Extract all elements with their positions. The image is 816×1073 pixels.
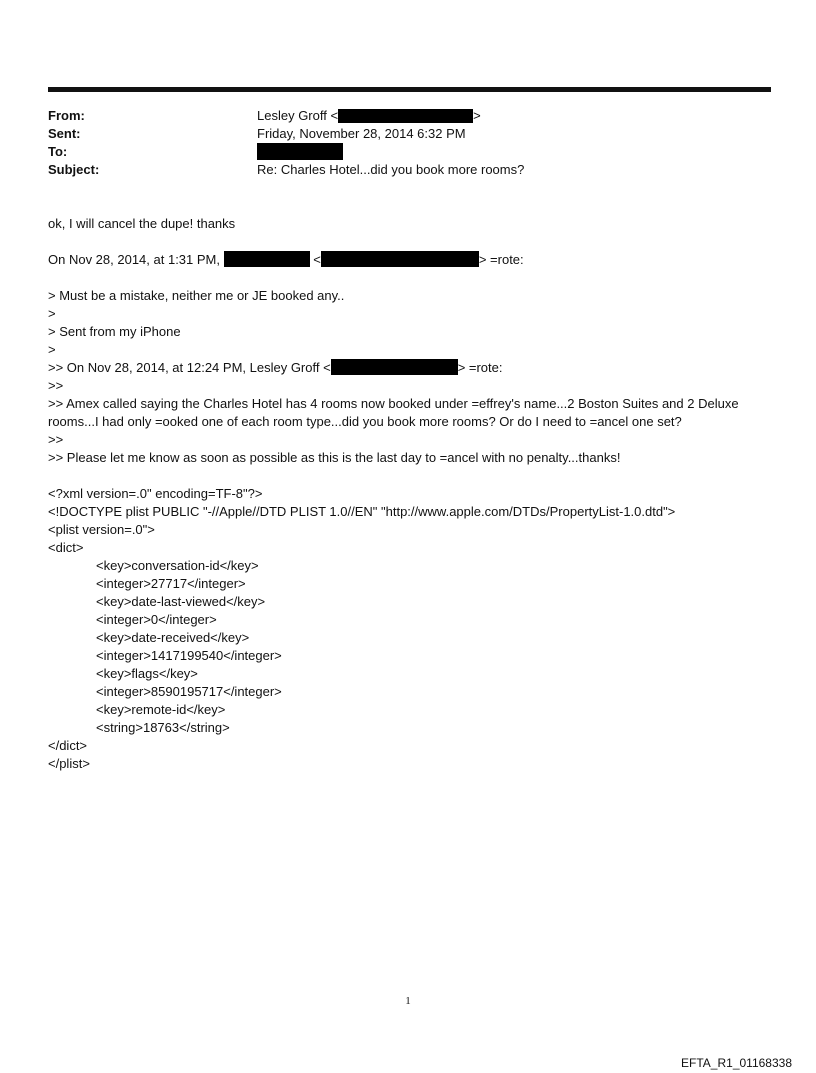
reply-text: ok, I will cancel the dupe! thanks [48, 216, 236, 231]
quote-attribution [48, 251, 524, 269]
redaction-box [331, 359, 458, 375]
xml-declaration: <?xml version=.0" encoding=TF-8"?> [48, 486, 263, 501]
attribution-lt: < [313, 252, 321, 267]
document-id: EFTA_R1_01168338 [681, 1056, 792, 1070]
plist-doctype: <!DOCTYPE plist PUBLIC "-//Apple//DTD PLIST 1.0//EN" "http://www.apple.com/DTDs/PropertyList-1.0.dtd"> [48, 504, 676, 519]
quoted-line: >> Please let me know as soon as possible as this is the last day to =ancel with no penalty...thanks! [48, 450, 621, 465]
plist-entry: <key>flags</key> [96, 666, 198, 681]
header-divider [48, 87, 771, 92]
plist-entry: <integer>0</integer> [96, 612, 217, 627]
plist-close-tag: </plist> [48, 756, 90, 771]
plist-entry: <key>remote-id</key> [96, 702, 226, 717]
subject-label: Subject: [48, 162, 100, 177]
plist-entry: <integer>27717</integer> [96, 576, 246, 591]
from-label: From: [48, 108, 85, 123]
plist-entry: <integer>8590195717</integer> [96, 684, 282, 699]
quoted-line: >> Amex called saying the Charles Hotel has 4 rooms now booked under =effrey's name...2 Boston Suites and 2 Deluxe [48, 396, 739, 411]
sent-label: Sent: [48, 126, 81, 141]
plist-entry: <key>conversation-id</key> [96, 558, 259, 573]
attribution-suffix: > =rote: [478, 252, 524, 267]
to-label: To: [48, 144, 68, 159]
quoted-line: > [48, 306, 56, 321]
redaction-box [321, 251, 479, 267]
plist-entry: <integer>1417199540</integer> [96, 648, 282, 663]
quoted-line: > Sent from my iPhone [48, 324, 181, 339]
plist-entry: <string>18763</string> [96, 720, 230, 735]
quoted-line: > [48, 342, 56, 357]
dict-close-tag: </dict> [48, 738, 88, 753]
to-value [257, 143, 343, 161]
nested-attribution-prefix: >> On Nov 28, 2014, at 12:24 PM, Lesley Groff < [48, 360, 331, 375]
redaction-box [338, 109, 473, 123]
sent-value: Friday, November 28, 2014 6:32 PM [257, 126, 466, 141]
quoted-line: >> [48, 432, 64, 447]
quoted-line: >> [48, 378, 64, 393]
quoted-line: > Must be a mistake, neither me or JE booked any.. [48, 288, 345, 303]
from-close: > [473, 108, 481, 123]
dict-open-tag: <dict> [48, 540, 84, 555]
plist-open-tag: <plist version=.0"> [48, 522, 155, 537]
nested-attribution-suffix: > =rote: [457, 360, 503, 375]
redaction-box [224, 251, 310, 267]
plist-entry: <key>date-received</key> [96, 630, 250, 645]
quoted-line: rooms...I had only =ooked one of each room type...did you book more rooms? Or do I need to =ancel one set? [48, 414, 682, 429]
subject-value: Re: Charles Hotel...did you book more rooms? [257, 162, 525, 177]
redaction-box [257, 143, 343, 160]
nested-attribution [48, 359, 503, 377]
from-value [257, 107, 481, 125]
from-name: Lesley Groff < [257, 108, 339, 123]
page-number: 1 [405, 995, 411, 1007]
plist-entry: <key>date-last-viewed</key> [96, 594, 266, 609]
attribution-prefix: On Nov 28, 2014, at 1:31 PM, [48, 252, 220, 267]
